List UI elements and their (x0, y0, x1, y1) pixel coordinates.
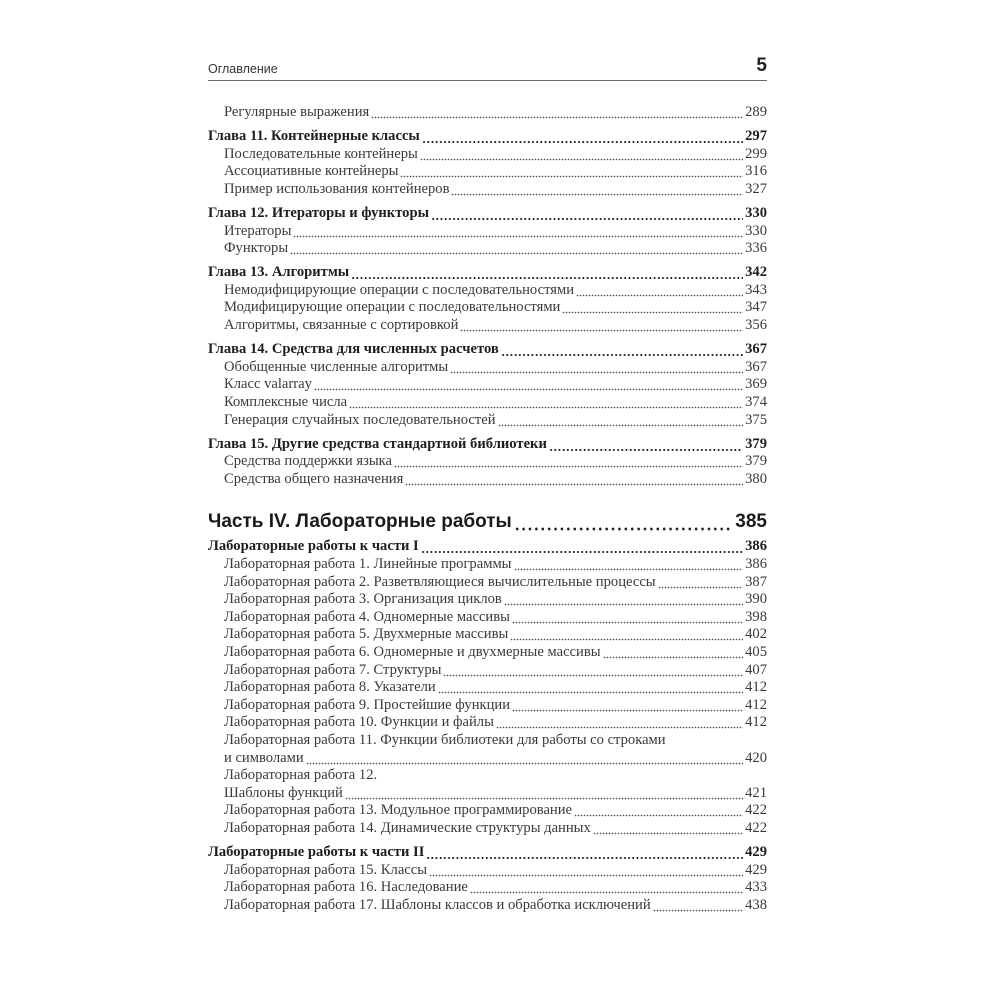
dot-leader (438, 679, 743, 697)
toc-chapter[interactable] (208, 436, 767, 454)
toc-chapter-title: Глава 14. Средства для численных расчетов (208, 341, 499, 358)
toc-entry-page: 412 (745, 679, 767, 696)
toc-entry[interactable] (208, 879, 767, 897)
toc-entry[interactable] (208, 785, 767, 803)
toc-entry-page: 421 (745, 784, 767, 801)
toc-group (208, 341, 767, 429)
toc-chapter-page: 367 (745, 341, 767, 358)
toc-entry-title: Обобщенные численные алгоритмы (224, 358, 449, 375)
toc-part (208, 510, 767, 534)
toc-entry-title: Лабораторная работа 5. Двухмерные массивы (224, 626, 509, 643)
toc-entry[interactable] (208, 679, 767, 697)
toc-entry-title: Функторы (224, 240, 289, 257)
toc-entry-page: 398 (745, 608, 767, 625)
dot-leader (498, 412, 744, 430)
toc-entry[interactable] (208, 146, 767, 164)
toc-entry[interactable] (208, 376, 767, 394)
toc-entry[interactable] (208, 412, 767, 430)
toc-chapter[interactable] (208, 264, 767, 282)
dot-leader (351, 264, 743, 282)
toc-entry-title: Лабораторная работа 10. Функции и файлы (224, 714, 494, 731)
toc-entry-page: 387 (745, 573, 767, 590)
dot-leader (345, 785, 743, 803)
toc-entry-page: 356 (745, 317, 767, 334)
dot-leader (574, 802, 743, 820)
toc-entry-page: 420 (745, 749, 767, 766)
toc-entry[interactable] (208, 820, 767, 838)
toc-entry-page: 336 (745, 240, 767, 257)
toc-part-heading-page: 385 (735, 511, 767, 533)
toc-entry-title: Лабораторная работа 7. Структуры (224, 661, 442, 678)
toc-chapter-page: 330 (745, 204, 767, 221)
toc-entry-page: 347 (745, 299, 767, 316)
dot-leader (306, 750, 743, 768)
toc-entry[interactable] (208, 471, 767, 489)
dot-leader (514, 556, 744, 574)
toc-entry-title: Пример использования контейнеров (224, 180, 450, 197)
toc-entry-title: Регулярные выражения (224, 104, 370, 120)
toc-entry-line[interactable] (208, 767, 767, 785)
toc-entry[interactable] (208, 609, 767, 627)
toc-group (208, 436, 767, 489)
dot-leader (593, 820, 743, 838)
toc-entry-page: 367 (745, 358, 767, 375)
toc-part-heading[interactable] (208, 510, 767, 534)
dot-leader (421, 538, 743, 556)
toc-group (208, 104, 767, 122)
toc-entry-page: 369 (745, 376, 767, 393)
toc-entry[interactable] (208, 714, 767, 732)
toc-group (208, 538, 767, 837)
toc-entry-page: 343 (745, 281, 767, 298)
toc-entry[interactable] (208, 662, 767, 680)
toc-entry-title: Лабораторная работа 8. Указатели (224, 679, 436, 696)
toc-chapter[interactable] (208, 538, 767, 556)
dot-leader (512, 697, 743, 715)
page-number: 5 (756, 55, 767, 76)
toc-entry-page: 390 (745, 591, 767, 608)
toc-group (208, 844, 767, 914)
toc-entry-title: Лабораторная работа 2. Разветвляющиеся вычислительные процессы (224, 573, 656, 590)
toc-entry-page: 379 (745, 453, 767, 470)
toc-entry-page: 327 (745, 180, 767, 197)
toc-group (208, 264, 767, 334)
toc-entry-page: 375 (745, 411, 767, 428)
toc-entry[interactable] (208, 181, 767, 199)
toc-group (208, 128, 767, 198)
dot-leader (290, 240, 743, 258)
dot-leader (429, 862, 743, 880)
toc-entry-title: Лабораторная работа 6. Одномерные и двухмерные массивы (224, 643, 601, 660)
toc-entry[interactable] (208, 359, 767, 377)
toc-entry-title: Лабораторная работа 3. Организация циклов (224, 591, 502, 608)
toc-entry-title: Комплексные числа (224, 393, 348, 410)
toc-entry-page: 422 (745, 802, 767, 819)
header-rule (208, 80, 767, 81)
toc-entry-page: 299 (745, 145, 767, 162)
toc-entry-line[interactable] (208, 732, 767, 750)
dot-leader (394, 453, 743, 471)
dot-leader (431, 205, 743, 223)
toc-entry-title: Итераторы (224, 222, 292, 239)
toc-entry[interactable] (208, 802, 767, 820)
toc-entry-page: 433 (745, 879, 767, 896)
toc-entry-title: Лабораторная работа 14. Динамические структуры данных (224, 819, 591, 836)
toc-entry[interactable] (208, 750, 767, 768)
dot-leader (460, 317, 743, 335)
toc-entry-page: 438 (745, 896, 767, 913)
toc-entry[interactable] (208, 591, 767, 609)
toc-entry[interactable] (208, 299, 767, 317)
toc-chapter[interactable] (208, 844, 767, 862)
toc-entry-page: 316 (745, 163, 767, 180)
toc-entry[interactable] (208, 282, 767, 300)
toc-entry-title: Лабораторная работа 11. Функции библиотеки для работы со строками (224, 731, 666, 748)
toc-entry-title: Генерация случайных последовательностей (224, 411, 496, 428)
toc-entry[interactable] (208, 574, 767, 592)
toc-entry[interactable] (208, 862, 767, 880)
toc-entry-title: Лабораторная работа 13. Модульное программирование (224, 802, 573, 819)
dot-leader (451, 181, 743, 199)
toc-chapter[interactable] (208, 205, 767, 223)
table-of-contents (208, 104, 767, 914)
dot-leader (510, 626, 743, 644)
toc-entry-page: 412 (745, 714, 767, 731)
dot-leader (549, 436, 743, 454)
toc-chapter-page: 386 (745, 538, 767, 555)
running-header-title: Оглавление (208, 62, 278, 76)
toc-entry[interactable] (208, 897, 767, 915)
toc-entry-page: 386 (745, 555, 767, 572)
toc-entry-page: 407 (745, 661, 767, 678)
toc-chapter-title: Лабораторные работы к части I (208, 538, 419, 555)
toc-entry[interactable] (208, 556, 767, 574)
toc-entry-title: Средства общего назначения (224, 470, 404, 487)
dot-leader (562, 299, 743, 317)
toc-entry-title: Последовательные контейнеры (224, 145, 418, 162)
toc-group (208, 205, 767, 258)
dot-leader (443, 662, 743, 680)
dot-leader (314, 376, 743, 394)
toc-entry-page: 405 (745, 643, 767, 660)
toc-chapter[interactable] (208, 128, 767, 146)
toc-entry-title: и символами (224, 749, 304, 766)
dot-leader (512, 609, 743, 627)
dot-leader (504, 591, 743, 609)
toc-entry-page: 412 (745, 696, 767, 713)
toc-entry-page: 374 (745, 393, 767, 410)
toc-entry-title: Лабораторная работа 17. Шаблоны классов и обработка исключений (224, 896, 651, 913)
toc-chapter-title: Лабораторные работы к части II (208, 843, 425, 860)
dot-leader (400, 163, 743, 181)
dot-leader (653, 897, 743, 915)
toc-entry[interactable] (208, 240, 767, 258)
toc-chapter-page: 342 (745, 264, 767, 281)
toc-entry-title: Алгоритмы, связанные с сортировкой (224, 317, 459, 334)
toc-entry-page: 380 (745, 470, 767, 487)
toc-entry-page: 289 (745, 104, 767, 120)
dot-leader (496, 714, 743, 732)
toc-entry-page: 422 (745, 819, 767, 836)
toc-entry[interactable] (208, 163, 767, 181)
dot-leader (422, 128, 743, 146)
toc-chapter-page: 429 (745, 843, 767, 860)
dot-leader (514, 510, 734, 534)
toc-entry[interactable] (208, 317, 767, 335)
toc-entry-title: Средства поддержки языка (224, 453, 392, 470)
toc-chapter-title: Глава 13. Алгоритмы (208, 264, 350, 281)
dot-leader (470, 879, 743, 897)
toc-entry-page: 429 (745, 861, 767, 878)
toc-entry[interactable] (208, 104, 767, 122)
toc-entry-title: Лабораторная работа 15. Классы (224, 861, 428, 878)
toc-entry-title: Лабораторная работа 4. Одномерные массивы (224, 608, 510, 625)
toc-chapter-title: Глава 15. Другие средства стандартной библиотеки (208, 435, 547, 452)
toc-entry[interactable] (208, 394, 767, 412)
toc-entry[interactable] (208, 223, 767, 241)
dot-leader (420, 146, 743, 164)
dot-leader (576, 282, 743, 300)
toc-entry[interactable] (208, 644, 767, 662)
toc-entry-title: Лабораторная работа 9. Простейшие функции (224, 696, 511, 713)
toc-entry-title: Лабораторная работа 1. Линейные программы (224, 555, 512, 572)
toc-entry-title: Лабораторная работа 12. (224, 767, 378, 784)
toc-entry-page: 330 (745, 222, 767, 239)
dot-leader (349, 394, 743, 412)
toc-entry[interactable] (208, 453, 767, 471)
toc-entry[interactable] (208, 697, 767, 715)
dot-leader (293, 223, 743, 241)
dot-leader (450, 359, 743, 377)
toc-entry-title: Шаблоны функций (224, 784, 343, 801)
dot-leader (658, 574, 744, 592)
toc-entry-title: Класс valarray (224, 376, 312, 393)
dot-leader (603, 644, 744, 662)
toc-entry[interactable] (208, 626, 767, 644)
toc-entry-title: Модифицирующие операции с последовательностями (224, 299, 561, 316)
dot-leader (426, 844, 743, 862)
dot-leader (405, 471, 743, 489)
dot-leader (501, 341, 743, 359)
toc-chapter-page: 297 (745, 128, 767, 145)
toc-part-heading-title: Часть IV. Лабораторные работы (208, 511, 512, 533)
toc-entry-title: Немодифицирующие операции с последовательностями (224, 281, 575, 298)
dot-leader (371, 104, 743, 122)
toc-entry-title: Лабораторная работа 16. Наследование (224, 879, 468, 896)
toc-chapter-page: 379 (745, 435, 767, 452)
toc-entry-page: 402 (745, 626, 767, 643)
toc-chapter-title: Глава 11. Контейнерные классы (208, 128, 420, 145)
toc-entry-title: Ассоциативные контейнеры (224, 163, 399, 180)
toc-chapter-title: Глава 12. Итераторы и функторы (208, 204, 429, 221)
toc-chapter[interactable] (208, 341, 767, 359)
